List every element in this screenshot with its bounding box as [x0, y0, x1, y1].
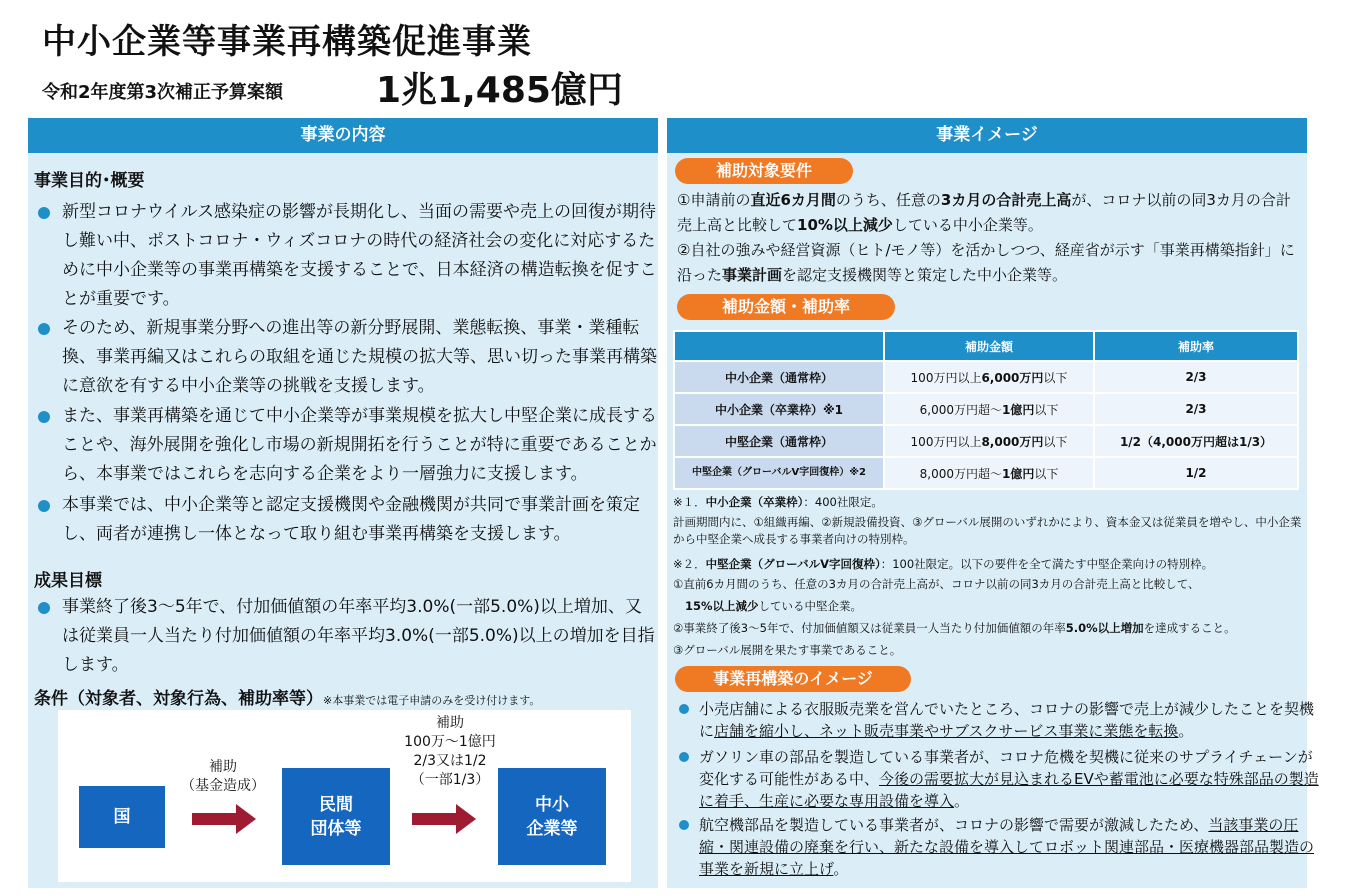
- org-line1: 民間: [319, 794, 353, 815]
- image-label: 事業再構築のイメージ: [675, 666, 911, 692]
- row-label: 中小企業（卒業枠）※1: [674, 393, 884, 425]
- arrow2-rate: 2/3又は1/2: [413, 753, 487, 769]
- rate-cell: 2/3: [1094, 393, 1298, 425]
- note-2-item-1: ①直前6カ月間のうち、任意の3カ月の合計売上高が、コロナ以前の同3カ月の合計売上高と比較して、: [673, 577, 1200, 591]
- subsidy-table: [673, 330, 1299, 490]
- row-label: 中小企業（通常枠）: [674, 361, 884, 393]
- note-2-item-3: ③グローバル展開を果たす事業であること。: [673, 643, 902, 657]
- rate-cell: 2/3: [1094, 361, 1298, 393]
- rate-cell: 1/2（4,000万円超は1/3）: [1094, 425, 1298, 457]
- page-title: 中小企業等事業再構築促進事業: [42, 22, 532, 62]
- arrow2-note: （一部1/3）: [410, 772, 490, 788]
- image-header: 事業イメージ: [667, 118, 1307, 153]
- list-item: また、事業再構築を通じて中小企業等が事業規模を拡大し中堅企業に成長することや、海外展開を強化し市場の新規開拓を行うことが特に重要であることから、本事業ではこれらを志向する企業をより一層強力に支援します。: [34, 402, 658, 489]
- amount-cell: 6,000万円超～1億円以下: [884, 393, 1094, 425]
- amount-cell: 100万円以上8,000万円以下: [884, 425, 1094, 457]
- list-item: 本事業では、中小企業等と認定支援機関や金融機関が共同で事業計画を策定し、両者が連携し一体となって取り組む事業再構築を支援します。: [34, 491, 658, 549]
- amount-label: 補助金額・補助率: [677, 294, 895, 320]
- list-item: そのため、新規事業分野への進出等の新分野展開、業態転換、事業・業種転換、事業再編又はこれらの取組を通じた規模の拡大等、思い切った事業再構築に意欲を有する中小企業等の挑戦を支援します。: [34, 314, 658, 401]
- table-row: [674, 361, 1298, 393]
- requirement-2: ②自社の強みや経営資源（ヒト/モノ等）を活かしつつ、経産省が示す「事業再構築指針」に沿った事業計画を認定支援機関等と策定した中小企業等。: [677, 241, 1295, 284]
- sme-line2: 企業等: [526, 818, 578, 839]
- table-header: 補助率: [1094, 331, 1298, 361]
- goal-title: 成果目標: [34, 571, 102, 591]
- table-row: [674, 393, 1298, 425]
- table-header-row: [674, 331, 1298, 361]
- amount-cell: 100万円以上6,000万円以下: [884, 361, 1094, 393]
- note-2-item-1b: 15%以上減少している中堅企業。: [685, 599, 863, 613]
- list-item: ガソリン車の部品を製造している事業者が、コロナ危機を契機に従来のサプライチェーンが変化する可能性がある中、今後の需要拡大が見込まれるEVや蓄電池に必要な特殊部品の製造に着手、生産に必要な専用設備を導入。: [675, 746, 1323, 812]
- note-1: ※１．中小企業（卒業枠）：400社限定。: [673, 495, 883, 509]
- content-header: 事業の内容: [28, 118, 658, 153]
- arrow2-label: 補助: [436, 715, 464, 731]
- budget-label: 令和2年度第3次補正予算案額: [42, 82, 284, 103]
- list-item: 航空機部品を製造している事業者が、コロナの影響で需要が激減したため、当該事業の圧縮・関連設備の廃棄を行い、新たな設備を導入してロボット関連部品・医療機器部品製造の事業を新規に立上げ。: [675, 814, 1323, 880]
- flow-arrow-icon: [192, 804, 256, 834]
- purpose-title: 事業目的･概要: [34, 171, 145, 191]
- org-box: [282, 768, 390, 865]
- table-header: 補助金額: [884, 331, 1094, 361]
- org-line2: 団体等: [310, 818, 362, 839]
- budget-amount: 1兆1,485億円: [376, 70, 623, 111]
- note-2-item-2: ②事業終了後3～5年で、付加価値額又は従業員一人当たり付加価値額の年率5.0%以上増加を達成すること。: [673, 621, 1236, 635]
- requirement-1: ①申請前の直近6カ月間のうち、任意の3カ月の合計売上高が、コロナ以前の同3カ月の合計売上高と比較して10%以上減少している中小企業等。: [677, 191, 1291, 234]
- table-header: [674, 331, 884, 361]
- sme-box: [498, 768, 606, 865]
- row-label: 中堅企業（グローバルV字回復枠）※2: [674, 457, 884, 489]
- table-row: [674, 457, 1298, 489]
- note-1-text: 計画期間内に、①組織再編、②新規設備投資、③グローバル展開のいずれかにより、資本金又は従業員を増やし、中小企業から中堅企業へ成長する事業者向けの特別枠。: [673, 515, 1302, 546]
- arrow1-label: 補助: [209, 759, 237, 775]
- conditions-title: 条件（対象者、対象行為、補助率等）: [34, 689, 323, 709]
- conditions-note: ※本事業では電子申請のみを受け付けます。: [323, 694, 541, 707]
- row-label: 中堅企業（通常枠）: [674, 425, 884, 457]
- arrow2-amount: 100万～1億円: [404, 734, 496, 750]
- list-item: 新型コロナウイルス感染症の影響が長期化し、当面の需要や売上の回復が期待し難い中、ポストコロナ・ウィズコロナの時代の経済社会の変化に対応するために中小企業等の事業再構築を支援することで、日本経済の構造転換を促すことが重要です。: [34, 198, 658, 314]
- sme-line1: 中小: [535, 794, 569, 815]
- rate-cell: 1/2: [1094, 457, 1298, 489]
- flow-arrow-icon: [412, 804, 476, 834]
- list-item: 小売店舗による衣服販売業を営んでいたところ、コロナの影響で売上が減少したことを契機に店舗を縮小し、ネット販売事業やサブスクサービス事業に業態を転換。: [675, 698, 1323, 742]
- arrow1-sublabel: （基金造成）: [181, 778, 265, 794]
- image-panel: [667, 118, 1319, 888]
- content-panel: [28, 118, 658, 888]
- note-2: ※２．中堅企業（グローバルV字回復枠）：100社限定。以下の要件を全て満たす中堅企業向けの特別枠。: [673, 557, 1214, 571]
- table-row: [674, 425, 1298, 457]
- flow-diagram: [58, 710, 631, 882]
- requirements-label: 補助対象要件: [675, 158, 853, 184]
- amount-cell: 8,000万円超～1億円以下: [884, 457, 1094, 489]
- goal-text: 事業終了後3～5年で、付加価値額の年率平均3.0%(一部5.0%)以上増加、又は従業員一人当たり付加価値額の年率平均3.0%(一部5.0%)以上の増加を目指します。: [34, 593, 658, 680]
- country-box: 国: [79, 786, 165, 848]
